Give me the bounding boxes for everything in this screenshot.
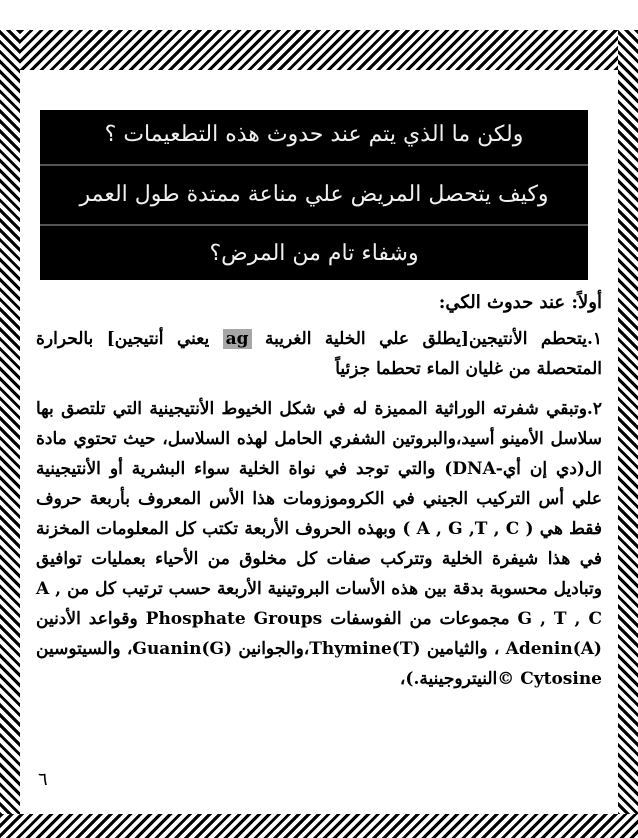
paragraph-1-text-b: يعني أنتيجين] بالحرارة المتحصلة من غليان الماء تحطما جزئياً (36, 329, 602, 379)
highlighted-term: ag (223, 329, 252, 349)
decorative-border-bottom (0, 814, 638, 838)
decorative-border-top (0, 30, 638, 70)
header-banner (40, 110, 588, 280)
page-number: ٦ (38, 769, 48, 790)
banner-line-2: وكيف يتحصل المريض علي مناعة ممتدة طول العمر (79, 181, 549, 207)
banner-divider (40, 224, 588, 226)
banner-divider (40, 164, 588, 166)
paragraph-2: ٢.وتبقي شفرته الوراثية المميزة له في شكل الخيوط الأنتيجينية التي تلتصق بها سلاسل الأمينو أسيد،والبروتين الشفري الحامل لهذه السلاسل، حيث تحتوي مادة ال(دي إن أي-DNA) والتي توجد في نواة الخلية سواء البشرية أو الأنتيجينية علي أس التركيب الجيني في الكروموزومات هذا الأس المعروف بأربعة حروف فقط هي ( A , G ,T , C ) وبهذه الحروف الأربعة تكتب كل المعلومات المخزنة في هذا شيفرة الخلية وتتركب صفات كل مخلوق من الأحياء بعمليات توافيق وتباديل محسوبة بدقة بين هذه الأسات البروتينية الأربعة حسب ترتيب كل من A , G , T , C مجموعات من الفوسفات Phosphate Groups وقواعد الأدنين Adenin(A) ، والثيامين Thymine(T)،والجوانين Guanin(G)، والسيتوسين Cytosine ©النيتروجينية.)، (36, 399, 603, 689)
section-heading: أولاً: عند حدوث الكي: (438, 292, 602, 313)
decorative-border-right (618, 30, 638, 826)
paragraph-1-text-a: ١.يتحطم الأنتيجين[يطلق علي الخلية الغريبة (251, 329, 603, 349)
document-body (36, 288, 602, 704)
paragraph-1 (36, 324, 602, 384)
decorative-border-left (0, 30, 20, 826)
banner-line-3: وشفاء تام من المرض؟ (209, 241, 419, 267)
banner-line-1: ولكن ما الذي يتم عند حدوث هذه التطعيمات ؟ (104, 122, 524, 148)
